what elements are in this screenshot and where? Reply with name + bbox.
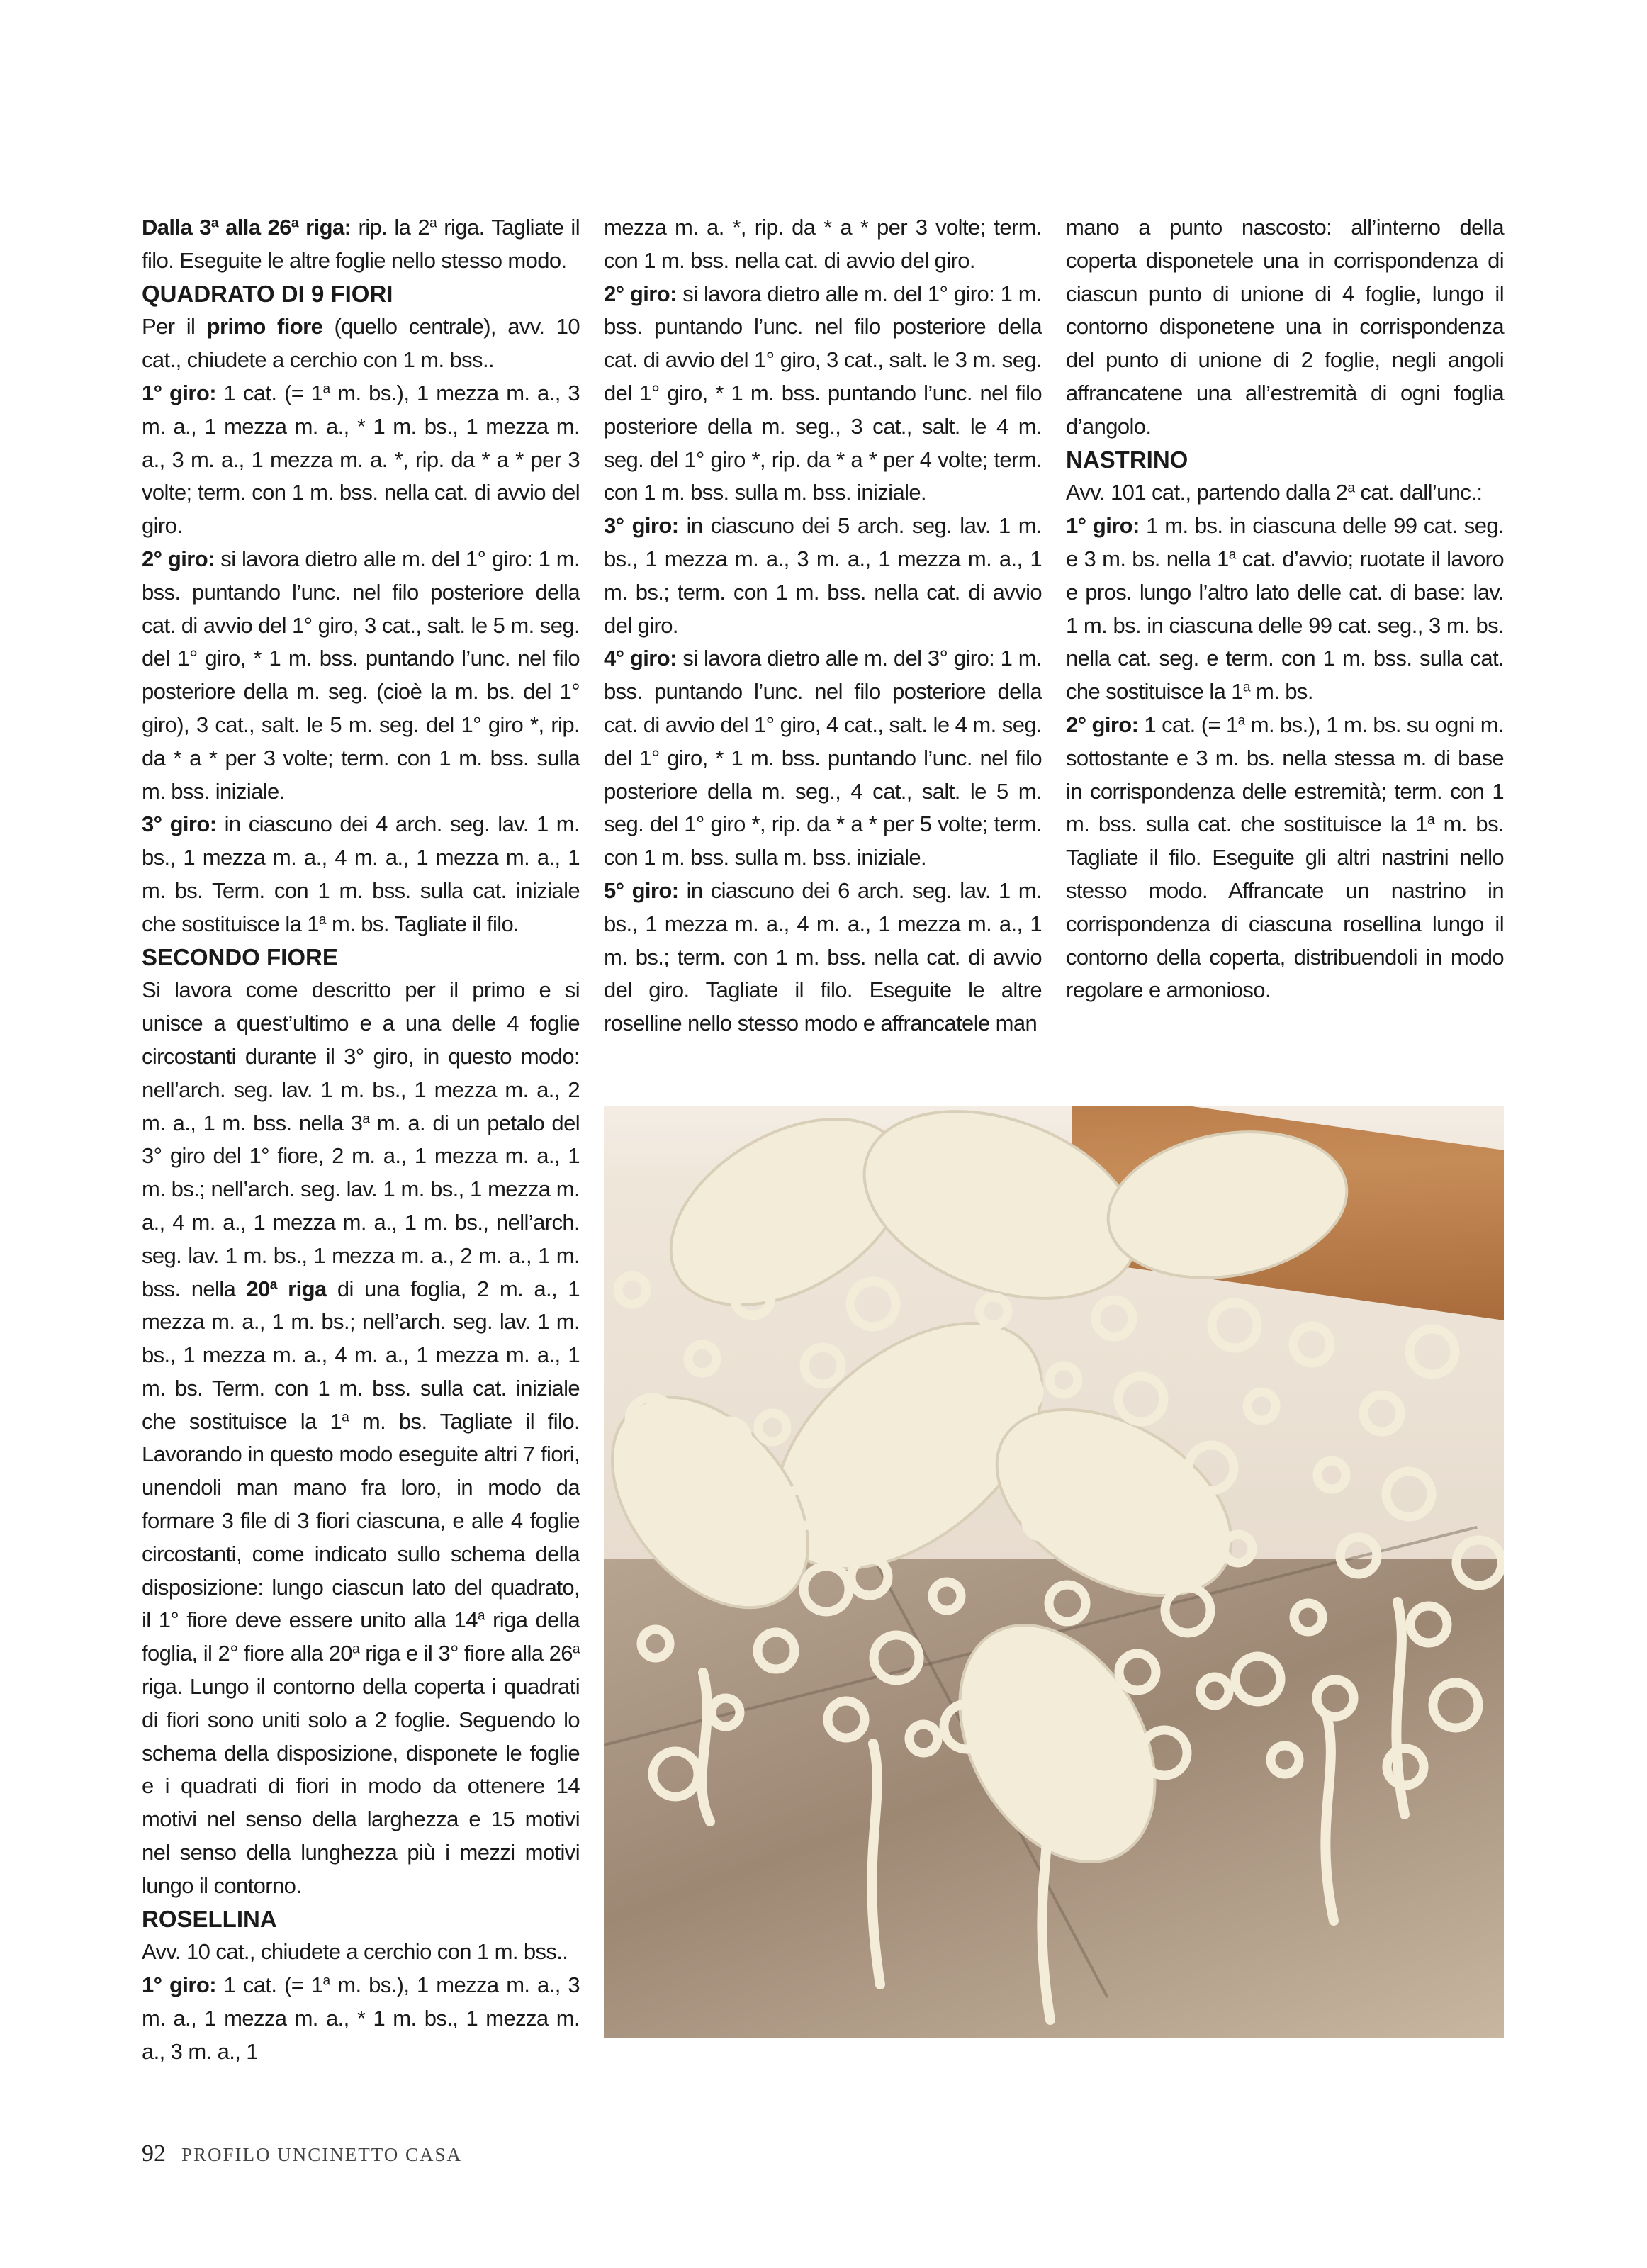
superscript: a: [362, 1111, 370, 1126]
text-run: mezza m. a. *, rip. da * a * per 3 volte; term. con 1 m. bss. nella cat. di avvio del giro.: [604, 215, 1042, 273]
instruction-paragraph: [142, 377, 580, 543]
superscript: a: [269, 1276, 277, 1292]
crochet-ring: [1049, 1585, 1086, 1622]
crochet-ring: [1201, 1677, 1229, 1705]
superscript: a: [210, 215, 218, 231]
crochet-ring: [1212, 1303, 1257, 1348]
crochet-ribbon: [1325, 1715, 1334, 1921]
instruction-paragraph: [142, 1936, 580, 1969]
text-run: m. bs.), 1 m. bs. su ogni m. sottostante e 3 m. bs. nella stessa m. di base in corrispondenza delle estremità; term. con 1 m. bss. sulla cat. che sostituisce la 1: [1066, 712, 1504, 837]
superscript: a: [429, 215, 437, 231]
crochet-ribbon: [1396, 1602, 1405, 1814]
crochet-ribbon: [1042, 1786, 1050, 2020]
instruction-paragraph: [142, 1969, 580, 2068]
text-run: m. a. di un petalo del 3° giro del 1° fiore, 2 m. a., 1 mezza m. a., 1 m. bs.; nell’arch. seg. lav. 1 m. bs., 1 mezza m. a., 4 m. a., 1 mezza m. a., 1 m. bs., nell’arch. seg. lav. 1 m. bs., 1 mezza m. a., 2 m. a., 1 m. bss. nella: [142, 1110, 580, 1301]
crochet-leaf: [920, 1590, 1195, 1897]
instruction-paragraph: [604, 278, 1042, 510]
bold-label: 2° giro:: [604, 281, 677, 306]
instruction-paragraph: [604, 510, 1042, 642]
instruction-paragraph: [1066, 510, 1504, 709]
crochet-ring: [828, 1701, 865, 1738]
crochet-ring: [688, 1344, 716, 1373]
instruction-paragraph: [1066, 709, 1504, 1007]
text-run: riga. Tagliate il filo. Eseguite le altre foglie nello stesso modo.: [142, 215, 580, 273]
superscript: a: [322, 381, 330, 397]
crochet-ring: [1364, 1395, 1400, 1432]
text-run: Si lavora come descritto per il primo e si unisce a quest’ultimo e a una delle 4 foglie circostanti durante il 3° giro, in questo modo: nell’arch. seg. lav. 1 m. bs., 1 mezza m. a., 2 m. a., 1 m. bss. nella 3: [142, 977, 580, 1135]
crochet-ring: [641, 1629, 670, 1658]
instruction-paragraph: [1066, 476, 1504, 510]
superscript: a: [1228, 547, 1236, 563]
text-run: Per il: [142, 314, 207, 339]
superscript: a: [1427, 812, 1435, 828]
superscript: a: [1347, 481, 1355, 496]
crochet-ring: [758, 1632, 794, 1669]
bold-label: alla 26: [218, 215, 291, 240]
text-column-1: [142, 211, 580, 2069]
bold-label: 1° giro:: [142, 1972, 216, 1998]
crochet-ribbon: [702, 1673, 710, 1821]
crochet-ring: [933, 1582, 961, 1610]
text-run: 1 cat. (= 1: [1138, 712, 1238, 737]
crochet-ring: [874, 1635, 919, 1680]
instruction-paragraph: [604, 211, 1042, 278]
text-run: si lavora dietro alle m. del 1° giro: 1 m. bss. puntando l’unc. nel filo posteriore della cat. di avvio del 1° giro, 3 cat., salt. le 3 m. seg. del 1° giro, * 1 m. bss. puntando l’unc. nel filo posteriore della m. seg., 3 cat., salt. le 4 m. seg. del 1° giro *, rip. da * a * per 4 volte; term. con 1 m. bss. sulla m. bss. iniziale.: [604, 281, 1042, 505]
text-run: cat. d’avvio; ruotate il lavoro e pros. lungo l’altro lato delle cat. di base: lav. 1 m. bs. in ciascuna delle 99 cat. seg., 3 m. bs. nella cat. seg. e term. con 1 m. bss. sulla cat. che sostituisce la 1: [1066, 546, 1504, 704]
crochet-ring: [1410, 1606, 1447, 1643]
instruction-paragraph: [142, 808, 580, 941]
crochet-ring: [850, 1281, 896, 1327]
crochet-ring: [1340, 1537, 1377, 1574]
text-run: m. bs.), 1 mezza m. a., 3 m. a., 1 mezza m. a., * 1 m. bs., 1 mezza m. a., 3 m. a., 1 mezza m. a. *, rip. da * a * per 3 volte; term. con 1 m. bss. nella cat. di avvio del giro.: [142, 380, 580, 539]
text-run: 1 cat. (= 1: [215, 1972, 323, 1998]
text-run: m. bs.), 1 mezza m. a., 3 m. a., 1 mezza m. a., * 1 m. bs., 1 mezza m. a., 3 m. a., 1: [142, 1972, 580, 2064]
bold-label: 1° giro:: [142, 380, 216, 405]
crochet-ring: [1433, 1683, 1478, 1728]
crochet-ring: [1293, 1326, 1330, 1363]
superscript: a: [352, 1641, 360, 1657]
instruction-paragraph: [604, 642, 1042, 875]
text-run: di una foglia, 2 m. a., 1 mezza m. a., 1 m. bs.; nell’arch. seg. lav. 1 m. bs., 1 mezza m. a., 4 m. a., 1 mezza m. a., 1 m. bs. Term. con 1 m. bss. sulla cat. iniziale che sostituisce la 1: [142, 1276, 580, 1434]
crochet-ring: [712, 1698, 740, 1727]
bold-label: primo fiore: [206, 314, 323, 339]
crochet-ring: [909, 1724, 938, 1753]
bold-label: 3° giro:: [604, 513, 679, 539]
crochet-ring: [1165, 1588, 1210, 1633]
text-run: m. bs. Tagliate il filo. Eseguite gli altri nastrini nello stesso modo. Affrancate un nastrino in corrispondenza di ciascuna rosellina lungo il contorno della coperta, distribuendoli in modo regolare e armonioso.: [1066, 812, 1504, 1003]
text-run: rip. la 2: [351, 215, 430, 240]
crochet-ring: [1119, 1654, 1156, 1690]
text-run: Avv. 101 cat., partendo dalla 2: [1066, 480, 1348, 505]
text-run: si lavora dietro alle m. del 1° giro: 1 m. bss. puntando l’unc. nel filo posteriore della cat. di avvio del 1° giro, 3 cat., salt. le 5 m. seg. del 1° giro, * 1 m. bss. puntando l’unc. nel filo posteriore della m. seg. (cioè la m. bs. del 1° giro), 3 cat., salt. le 5 m. seg. del 1° giro *, rip. da * a * per 3 volte; term. con 1 m. bss. sulla m. bss. iniziale.: [142, 546, 580, 804]
crochet-ring: [1386, 1471, 1432, 1517]
text-run: m. bs.: [1250, 679, 1313, 704]
text-column-3: [1066, 211, 1504, 1007]
text-run: (quello centrale), avv. 10 cat., chiudete a cerchio con 1 m. bss..: [142, 314, 580, 373]
text-run: 1 cat. (= 1: [215, 380, 323, 405]
text-run: riga e il 3° fiore alla 26: [359, 1641, 573, 1666]
text-run: in ciascuno dei 5 arch. seg. lav. 1 m. bs., 1 mezza m. a., 3 m. a., 1 mezza m. a., 1 m. bs.; term. con 1 m. bss. nella cat. di avvio del giro.: [604, 513, 1042, 638]
magazine-title: PROFILO UNCINETTO CASA: [181, 2144, 463, 2165]
superscript: a: [322, 1973, 330, 1989]
superscript: a: [477, 1608, 485, 1624]
crochet-leaf: [1096, 1114, 1359, 1296]
bold-label: 20: [246, 1276, 270, 1301]
bold-label: 3° giro:: [142, 812, 217, 837]
instruction-paragraph: [142, 974, 580, 1902]
bold-label: Dalla 3: [142, 215, 211, 240]
text-run: in ciascuno dei 4 arch. seg. lav. 1 m. bs., 1 mezza m. a., 4 m. a., 1 mezza m. a., 1 m. bs. Term. con 1 m. bss. sulla cat. iniziale che sostituisce la 1: [142, 812, 580, 936]
crochet-ring: [1410, 1329, 1455, 1374]
text-run: 1 m. bs. in ciascuna delle 99 cat. seg. e 3 m. bs. nella 1: [1066, 513, 1504, 571]
section-title: SECONDO FIORE: [142, 943, 338, 970]
crochet-ring: [1317, 1461, 1346, 1489]
superscript: a: [318, 912, 327, 928]
text-run: m. bs. Tagliate il filo. Lavorando in questo modo eseguite altri 7 fiori, unendoli man mano fra loro, in modo da formare 3 file di 3 fiori ciascuna, e alle 4 foglie circostanti, come indicato sullo schema della disposizione: lungo ciascun lato del quadrato, il 1° fiore deve essere unito alla 14: [142, 1408, 580, 1633]
page-number: 92: [142, 2140, 166, 2167]
instruction-paragraph: [1066, 211, 1504, 444]
superscript: a: [291, 215, 298, 231]
text-run: riga della foglia, il 2° fiore alla 20: [142, 1607, 580, 1666]
crochet-ring: [1235, 1656, 1281, 1702]
bold-label: 4° giro:: [604, 646, 677, 671]
section-title: ROSELLINA: [142, 1905, 277, 1932]
text-run: in ciascuno dei 6 arch. seg. lav. 1 m. bs., 1 mezza m. a., 4 m. a., 1 mezza m. a., 1 m. bs.; term. con 1 m. bss. nella cat. di avvio del giro. Tagliate il filo. Eseguite le altre roselline nello stesso modo e affrancatele man: [604, 877, 1042, 1036]
crochet-ring: [1050, 1366, 1078, 1394]
bold-label: 1° giro:: [1066, 513, 1140, 539]
page-footer: [142, 2140, 462, 2167]
section-title: QUADRATO DI 9 FIORI: [142, 280, 393, 307]
crochet-ring: [1271, 1746, 1299, 1774]
text-run: si lavora dietro alle m. del 3° giro: 1 m. bss. puntando l’unc. nel filo posteriore della cat. di avvio del 1° giro, 4 cat., salt. le 4 m. seg. del 1° giro, * 1 m. bss. puntando l’unc. nel filo posteriore della m. seg., 4 cat., salt. le 5 m. seg. del 1° giro *, rip. da * a * per 5 volte; term. con 1 m. bss. sulla m. bss. iniziale.: [604, 646, 1042, 870]
bold-label: riga:: [298, 215, 352, 240]
instruction-paragraph: [142, 543, 580, 808]
crochet-ring: [979, 1297, 1008, 1325]
crochet-blanket-photo: [604, 1106, 1504, 2038]
lace-motifs: [604, 1106, 1504, 2038]
crochet-ring: [1224, 1534, 1252, 1563]
text-run: Avv. 10 cat., chiudete a cerchio con 1 m. bss..: [142, 1939, 568, 1965]
crochet-ring: [758, 1413, 787, 1442]
superscript: a: [1237, 713, 1245, 729]
text-run: mano a punto nascosto: all’interno della coperta disponetele una in corrispondenza di ciascun punto di unione di 4 foglie, lungo il contorno disponetene una in corrispondenza del punto di unione di 2 foglie, negli angoli affrancatene una all’estremità di ogni foglia d’angolo.: [1066, 215, 1504, 439]
crochet-ring: [804, 1566, 849, 1612]
crochet-ring: [1317, 1680, 1354, 1717]
crochet-ring: [1096, 1300, 1132, 1337]
bold-label: 2° giro:: [142, 546, 215, 571]
instruction-paragraph: [142, 211, 580, 278]
crochet-ribbon: [872, 1744, 880, 1984]
bold-label: 5° giro:: [604, 877, 679, 903]
crochet-ring: [618, 1276, 646, 1304]
superscript: a: [1242, 680, 1251, 695]
superscript: a: [572, 1641, 580, 1657]
superscript: a: [342, 1410, 349, 1425]
crochet-ring: [1247, 1392, 1276, 1420]
crochet-ring: [1456, 1540, 1502, 1585]
bold-label: 2° giro:: [1066, 712, 1139, 737]
text-run: cat. dall’unc.:: [1354, 480, 1483, 505]
text-column-2: [604, 211, 1042, 1040]
instruction-paragraph: [604, 875, 1042, 1040]
text-run: riga. Lungo il contorno della coperta i quadrati di fiori sono uniti solo a 2 foglie. Seguendo lo schema della disposizione, disponete le foglie e i quadrati di fiori in modo da ottenere 14 motivi nel senso della larghezza e 15 motivi nel senso della lunghezza più i mezzi motivi lungo il contorno.: [142, 1674, 580, 1898]
instruction-paragraph: [142, 310, 580, 377]
crochet-ring: [653, 1751, 698, 1797]
bold-label: riga: [276, 1276, 327, 1301]
crochet-ring: [1294, 1603, 1322, 1632]
section-title: NASTRINO: [1066, 446, 1188, 473]
crochet-ring: [1118, 1376, 1164, 1422]
crochet-ring: [804, 1347, 841, 1384]
text-run: m. bs. Tagliate il filo.: [326, 911, 519, 936]
